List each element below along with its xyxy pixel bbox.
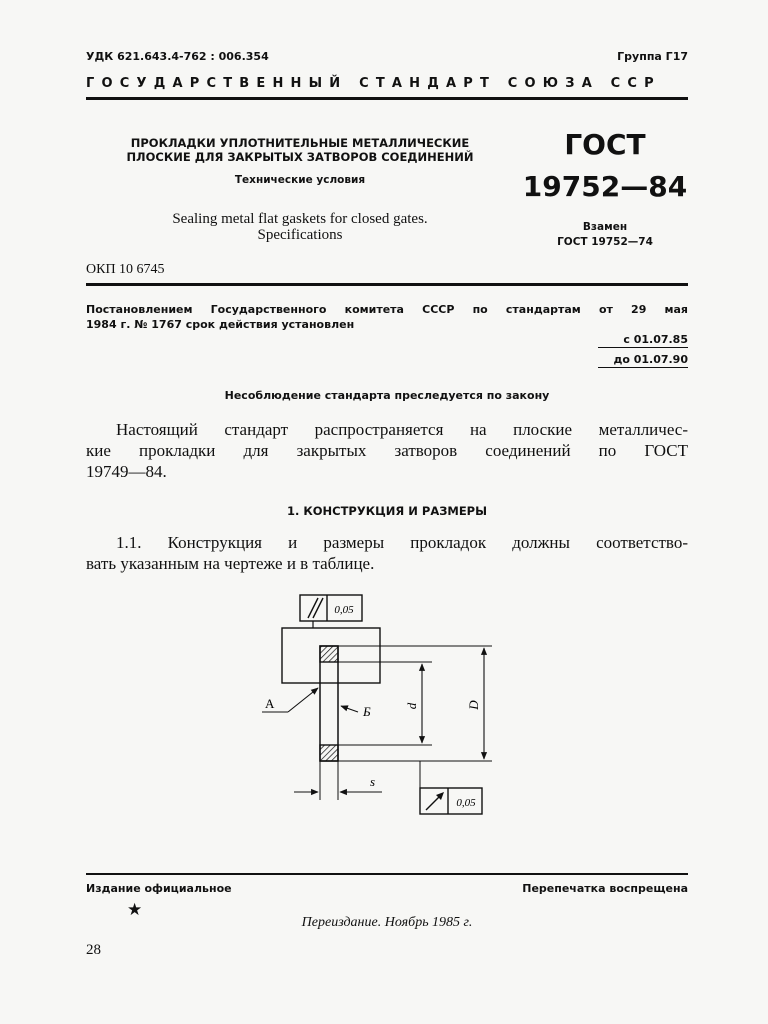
group-code: Группа Г17 — [617, 50, 688, 63]
section-1-heading: 1. КОНСТРУКЦИЯ И РАЗМЕРЫ — [286, 504, 488, 518]
label-B: Б — [363, 704, 371, 719]
gost-label: ГОСТ — [564, 128, 646, 161]
state-standard-title: ГОСУДАРСТВЕННЫЙ СТАНДАРТ СОЮЗА ССР — [86, 76, 661, 91]
gasket-section — [320, 646, 338, 761]
decree-line-2: 1984 г. № 1767 срок действия установлен — [86, 318, 355, 331]
date-to-underline — [598, 367, 688, 368]
star-icon: ★ — [127, 900, 143, 920]
replaces-value: ГОСТ 19752—74 — [557, 236, 653, 248]
english-title-line-2: Specifications — [257, 227, 343, 243]
title-block-rule — [86, 283, 688, 286]
label-D: D — [466, 700, 481, 710]
okp-code: ОКП 10 6745 — [86, 262, 165, 277]
english-title-line-1: Sealing metal flat gaskets for closed gates. — [172, 211, 428, 227]
gasket-hatch-top — [320, 646, 338, 662]
header-rule — [86, 97, 688, 100]
label-d: d — [404, 702, 419, 710]
official-edition: Издание официальное — [86, 882, 232, 895]
runout-tolerance-value: 0,05 — [456, 797, 476, 809]
page-number: 28 — [86, 942, 101, 958]
reissue-note: Переиздание. Ноябрь 1985 г. — [301, 915, 473, 930]
label-A: А — [265, 696, 275, 711]
standard-title-line-2: ПЛОСКИЕ ДЛЯ ЗАКРЫТЫХ ЗАТВОРОВ СОЕДИНЕНИЙ — [126, 150, 474, 164]
intro-line-1: Настоящий стандарт распространяется на плоские металличес- — [116, 420, 688, 439]
intro-line-3: 19749—84. — [86, 462, 167, 481]
gost-number: 19752—84 — [522, 170, 688, 203]
effective-date-to: до 01.07.90 — [613, 353, 688, 366]
gasket-drawing — [240, 585, 520, 825]
effective-date-from: с 01.07.85 — [623, 333, 688, 346]
reprint-forbidden: Перепечатка воспрещена — [522, 882, 688, 895]
gasket-hatch-bottom — [320, 745, 338, 761]
runout-arrow-icon — [426, 792, 444, 810]
parallelism-icon — [308, 598, 323, 618]
standard-subtitle: Технические условия — [234, 174, 366, 186]
label-s: s — [370, 774, 376, 789]
section-1-paragraph-line-1: 1.1. Конструкция и размеры прокладок должны соответство- — [116, 533, 688, 552]
runout-tolerance-frame — [420, 788, 482, 814]
replaces-label: Взамен — [582, 221, 628, 233]
parallelism-tolerance-value: 0,05 — [334, 604, 354, 616]
law-notice: Несоблюдение стандарта преследуется по закону — [224, 389, 550, 402]
standard-title-line-1: ПРОКЛАДКИ УПЛОТНИТЕЛЬНЫЕ МЕТАЛЛИЧЕСКИЕ — [130, 136, 470, 150]
udk-code: УДК 621.643.4-762 : 006.354 — [86, 50, 269, 63]
parallelism-tolerance-frame — [300, 595, 362, 621]
section-1-paragraph-line-2: вать указанным на чертеже и в таблице. — [86, 554, 375, 573]
date-from-underline — [598, 347, 688, 348]
footer-rule — [86, 873, 688, 875]
intro-line-2: кие прокладки для закрытых затворов соединений по ГОСТ — [86, 441, 688, 460]
decree-line-1: Постановлением Государственного комитета СССР по стандартам от 29 мая — [86, 303, 688, 316]
